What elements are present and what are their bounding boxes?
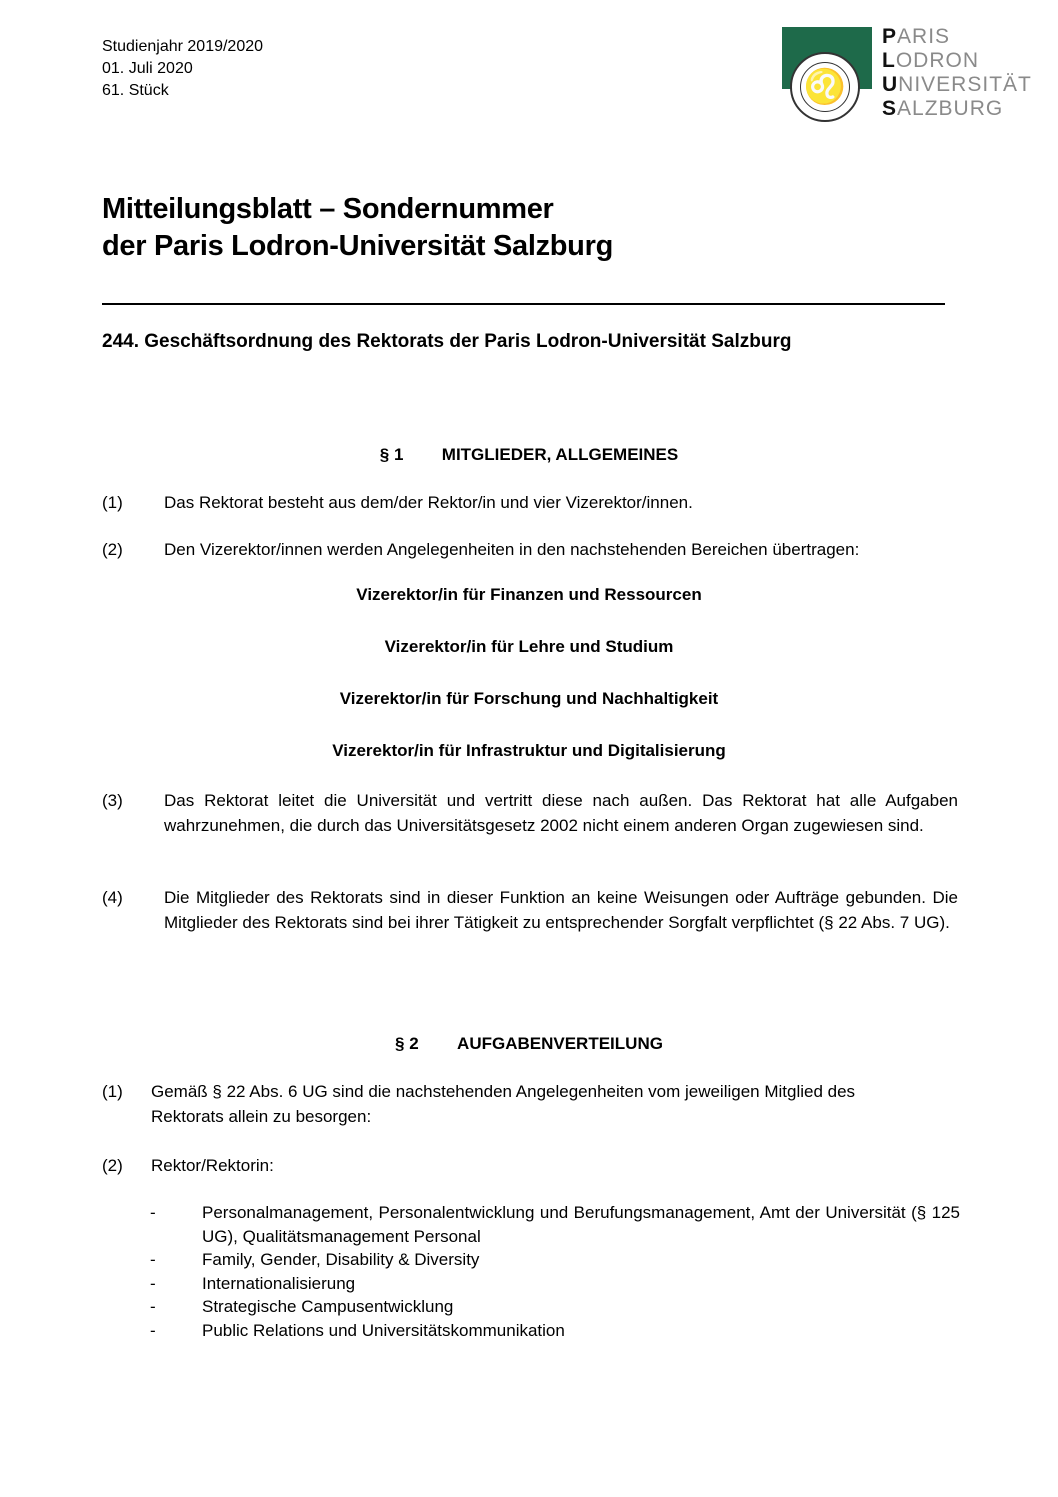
page-title	[102, 191, 613, 265]
s1-paragraph-4	[102, 886, 958, 935]
logo-wordmark	[882, 25, 1032, 121]
s2-paragraph-1	[102, 1080, 902, 1129]
logo-line-4: SALZBURG	[882, 97, 1004, 120]
title-line-1: Mitteilungsblatt – Sondernummer	[102, 193, 554, 225]
paragraph-text: Das Rektorat besteht aus dem/der Rektor/in und vier Vizerektor/innen.	[164, 493, 693, 512]
vice-rector-2: Vizerektor/in für Lehre und Studium	[384, 637, 674, 656]
list-item-text: Personalmanagement, Personalentwicklung und Berufungsmanagement, Amt der Universität (§ 125 UG), Qualitätsmanagement Personal	[202, 1203, 960, 1246]
bullet-dash: -	[150, 1250, 156, 1269]
paragraph-number: (1)	[102, 493, 123, 512]
paragraph-text: Die Mitglieder des Rektorats sind in dieser Funktion an keine Weisungen oder Aufträge gebunden. Die Mitglieder des Rektorats sind bei ihrer Tätigkeit zu entsprechender Sorgfalt verpflichtet (§ 22 Abs. 7 UG).	[164, 888, 958, 932]
title-line-2: der Paris Lodron-Universität Salzburg	[102, 230, 613, 262]
list-item	[150, 1272, 960, 1296]
paragraph-text: Das Rektorat leitet die Universität und vertritt diese nach außen. Das Rektorat hat alle Aufgaben wahrzunehmen, die durch das Universitätsgesetz 2002 nicht einem anderen Organ zugewiesen sind.	[164, 791, 958, 835]
title-divider	[102, 303, 945, 305]
paragraph-text: Gemäß § 22 Abs. 6 UG sind die nachstehenden Angelegenheiten vom jeweiligen Mitglied des Rektorats allein zu besorgen:	[151, 1082, 856, 1126]
bullet-dash: -	[150, 1297, 156, 1316]
rector-responsibilities-list	[150, 1201, 960, 1342]
list-item	[150, 1248, 960, 1272]
lion-glyph: ♌	[800, 62, 850, 112]
list-item	[150, 1319, 960, 1343]
section-2-heading	[0, 1034, 1058, 1054]
lion-seal-icon	[790, 52, 860, 122]
vice-rector-3: Vizerektor/in für Forschung und Nachhaltigkeit	[339, 689, 719, 708]
paragraph-number: (4)	[102, 888, 123, 907]
s2-paragraph-2	[102, 1154, 958, 1179]
bullet-dash: -	[150, 1203, 156, 1222]
paragraph-text: Den Vizerektor/innen werden Angelegenheiten in den nachstehenden Bereichen übertragen:	[164, 540, 860, 559]
paragraph-text: Rektor/Rektorin:	[151, 1156, 274, 1175]
list-item-text: Internationalisierung	[202, 1273, 356, 1293]
paragraph-number: (3)	[102, 791, 123, 810]
issue-meta	[102, 36, 263, 102]
bullet-dash: -	[150, 1273, 156, 1293]
list-item-text: Public Relations und Universitätskommunikation	[202, 1320, 565, 1340]
university-logo	[782, 27, 1042, 132]
s1-paragraph-1	[102, 491, 958, 516]
logo-line-3: UNIVERSITÄT	[882, 73, 1032, 96]
section-number: § 1	[379, 445, 404, 464]
paragraph-number: (2)	[102, 1156, 123, 1175]
logo-line-1: PARIS	[882, 25, 951, 48]
issue-date: 01. Juli 2020	[102, 60, 193, 77]
vice-rector-1: Vizerektor/in für Finanzen und Ressourcen	[356, 585, 702, 604]
section-title: AUFGABENVERTEILUNG	[457, 1034, 663, 1053]
academic-year: Studienjahr 2019/2020	[102, 38, 264, 55]
vice-rector-4: Vizerektor/in für Infrastruktur und Digitalisierung	[332, 741, 726, 760]
document-subtitle: 244. Geschäftsordnung des Rektorats der Paris Lodron-Universität Salzburg	[102, 331, 792, 352]
list-item	[150, 1201, 960, 1248]
list-item	[150, 1295, 960, 1319]
s1-paragraph-3	[102, 789, 958, 838]
issue-number: 61. Stück	[102, 82, 169, 99]
paragraph-number: (2)	[102, 540, 123, 559]
s1-paragraph-2	[102, 538, 958, 563]
section-title: MITGLIEDER, ALLGEMEINES	[441, 445, 679, 464]
section-number: § 2	[395, 1034, 419, 1053]
section-1-heading	[0, 445, 1058, 465]
bullet-dash: -	[150, 1320, 156, 1340]
paragraph-number: (1)	[102, 1082, 123, 1101]
list-item-text: Strategische Campusentwicklung	[202, 1297, 454, 1316]
logo-line-2: LODRON	[882, 49, 979, 72]
list-item-text: Family, Gender, Disability & Diversity	[202, 1250, 480, 1269]
